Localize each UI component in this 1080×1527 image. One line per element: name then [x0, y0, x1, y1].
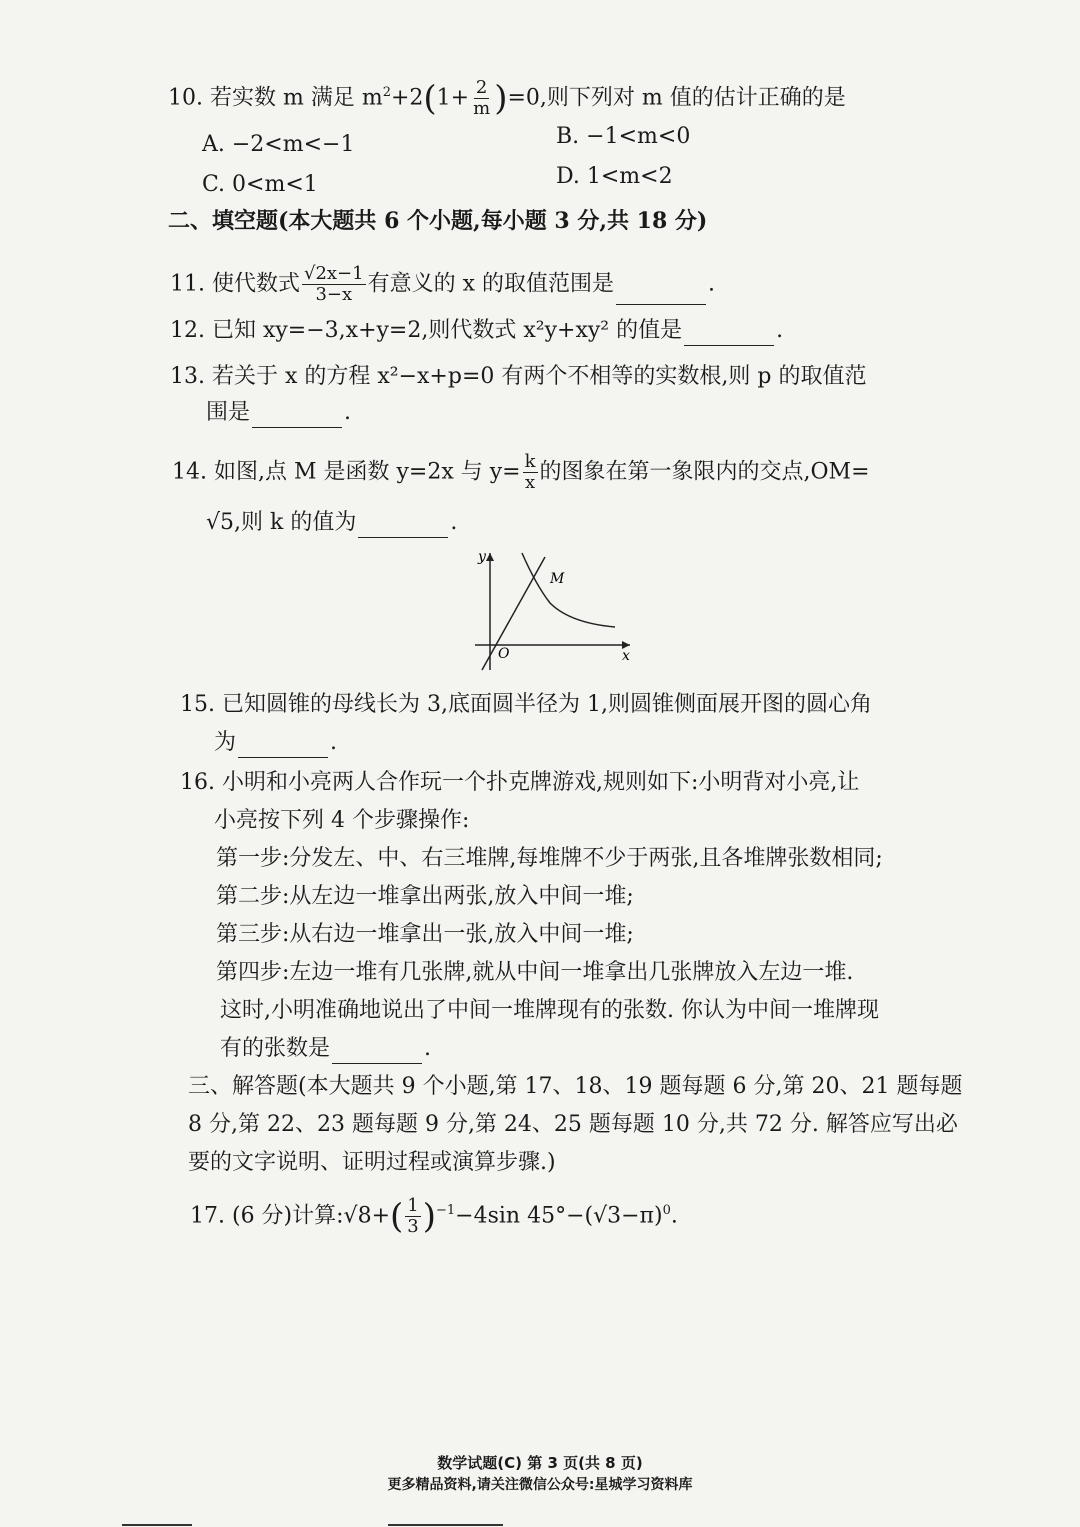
q16-step-2: 第二步:从左边一堆拿出两张,放入中间一堆;	[216, 884, 634, 909]
section-3-line-1: 三、解答题(本大题共 9 个小题,第 17、18、19 题每题 6 分,第 20、21 题每题	[188, 1074, 963, 1099]
q15-line-1: 15. 已知圆锥的母线长为 3,底面圆半径为 1,则圆锥侧面展开图的圆心角	[180, 692, 872, 717]
q10-text-pre: 10. 若实数 m 满足 m	[168, 85, 383, 111]
q16-line-1: 16. 小明和小亮两人合作玩一个扑克牌游戏,规则如下:小明背对小亮,让	[180, 770, 860, 795]
q12-answer-blank[interactable]	[684, 321, 774, 346]
q10-text-mid: +2	[390, 85, 424, 111]
q11-frac-den: 3−x	[315, 284, 353, 305]
q16-line-8	[220, 1034, 431, 1064]
q17-text-pre: 17. (6 分)计算:√8+	[190, 1203, 390, 1229]
q16-line-7: 这时,小明准确地说出了中间一堆牌现有的张数. 你认为中间一堆牌现	[220, 998, 879, 1023]
q14-text: √5,则 k 的值为	[206, 510, 357, 535]
q15-answer-blank[interactable]	[238, 733, 328, 758]
q12-period: .	[776, 318, 784, 343]
q10-option-a: A. −2<m<−1	[202, 132, 355, 157]
q10-fraction	[471, 78, 492, 119]
q17-frac-num: 1	[407, 1195, 419, 1216]
q17-exponent: −1	[435, 1203, 456, 1219]
q10-superscript: 2	[382, 85, 391, 101]
q13-answer-blank[interactable]	[252, 403, 342, 428]
question-10-stem: 10. 若实数 m 满足 $m^2+2(1+$ $\frac{2}{m}$ )=0,则下列对 m 值的估计正确的是	[168, 77, 846, 119]
graph-label-m: M	[550, 571, 565, 587]
q17-period: .	[670, 1203, 678, 1229]
q11-frac-num: √2x−1	[303, 263, 364, 284]
question-17: 17. (6 分)计算:√8+( $\frac{1}{3}$ )$^{-1}$−4sin $45^\circ-(√3-\pi)^0$.	[190, 1195, 678, 1237]
question-12	[170, 316, 783, 346]
graph-label-y: y	[478, 549, 486, 565]
q14-answer-blank[interactable]	[358, 513, 448, 538]
q17-text-post: −4sin 45°−(√3−π)	[455, 1203, 663, 1229]
section-3-line-3: 要的文字说明、证明过程或演算步骤.)	[188, 1150, 556, 1175]
q10-text-post: =0,则下列对 m 值的估计正确的是	[507, 85, 846, 111]
q14-text-pre: 14. 如图,点 M 是函数 y=2x 与 y=	[172, 459, 521, 485]
q13-period: .	[344, 400, 352, 425]
q13-line-2	[206, 398, 351, 428]
q14-frac-den: x	[524, 472, 536, 493]
bottom-rule-right	[388, 1524, 503, 1526]
q15-text: 为	[214, 730, 237, 755]
question-11	[170, 264, 715, 305]
q16-line-2: 小亮按下列 4 个步骤操作:	[214, 808, 470, 833]
q16-step-1: 第一步:分发左、中、右三堆牌,每堆牌不少于两张,且各堆牌张数相同;	[216, 846, 883, 871]
q17-exponent-2: 0	[662, 1203, 671, 1219]
graph-line-y-2x	[482, 557, 545, 670]
q11-text-pre: 11. 使代数式	[170, 271, 300, 297]
graph-hyperbola-k-over-x	[522, 553, 615, 627]
q17-fraction	[405, 1196, 420, 1237]
q10-option-b: B. −1<m<0	[556, 124, 691, 149]
q16-period: .	[424, 1036, 432, 1061]
section-3-line-2: 8 分,第 22、23 题每题 9 分,第 24、25 题每题 10 分,共 72 分. 解答应写出必	[188, 1112, 958, 1137]
q16-answer-blank[interactable]	[332, 1039, 422, 1064]
q10-frac-num: 2	[475, 77, 488, 98]
q16-step-3: 第三步:从右边一堆拿出一张,放入中间一堆;	[216, 922, 634, 947]
q14-line-1	[172, 452, 870, 493]
q14-frac-num: k	[524, 451, 536, 472]
q10-option-d: D. 1<m<2	[556, 164, 673, 189]
q14-text-post: 的图象在第一象限内的交点,OM=	[539, 459, 870, 485]
q16-text: 有的张数是	[220, 1036, 331, 1061]
graph-label-x: x	[622, 648, 630, 664]
q15-period: .	[330, 730, 338, 755]
q14-line-2	[206, 508, 457, 538]
q16-step-4: 第四步:左边一堆有几张牌,就从中间一堆拿出几张牌放入左边一堆.	[216, 960, 854, 985]
graph-label-origin: O	[498, 646, 510, 662]
q11-fraction	[302, 264, 366, 305]
q12-text: 12. 已知 xy=−3,x+y=2,则代数式 x²y+xy² 的值是	[170, 318, 683, 343]
graph-y-arrow	[486, 553, 494, 561]
q10-frac-den: m	[473, 98, 491, 119]
q15-line-2	[214, 728, 337, 758]
q11-period: .	[708, 271, 715, 297]
section-2-title: 二、填空题(本大题共 6 个小题,每小题 3 分,共 18 分)	[168, 208, 708, 234]
q13-line-1: 13. 若关于 x 的方程 x²−x+p=0 有两个不相等的实数根,则 p 的取值范	[170, 364, 867, 389]
q10-option-c: C. 0<m<1	[202, 172, 318, 197]
page-footer-note: 更多精品资料,请关注微信公众号:星城学习资料库	[387, 1477, 693, 1493]
q14-fraction	[523, 452, 538, 493]
page-footer-title: 数学试题(C) 第 3 页(共 8 页)	[437, 1454, 643, 1472]
q11-text-post: 有意义的 x 的取值范围是	[367, 271, 614, 297]
q11-answer-blank[interactable]	[616, 280, 706, 305]
q14-period: .	[450, 510, 458, 535]
bottom-rule-left	[122, 1524, 192, 1526]
q13-text: 围是	[206, 400, 251, 425]
q17-frac-den: 3	[407, 1216, 419, 1237]
q14-function-graph	[470, 545, 650, 675]
